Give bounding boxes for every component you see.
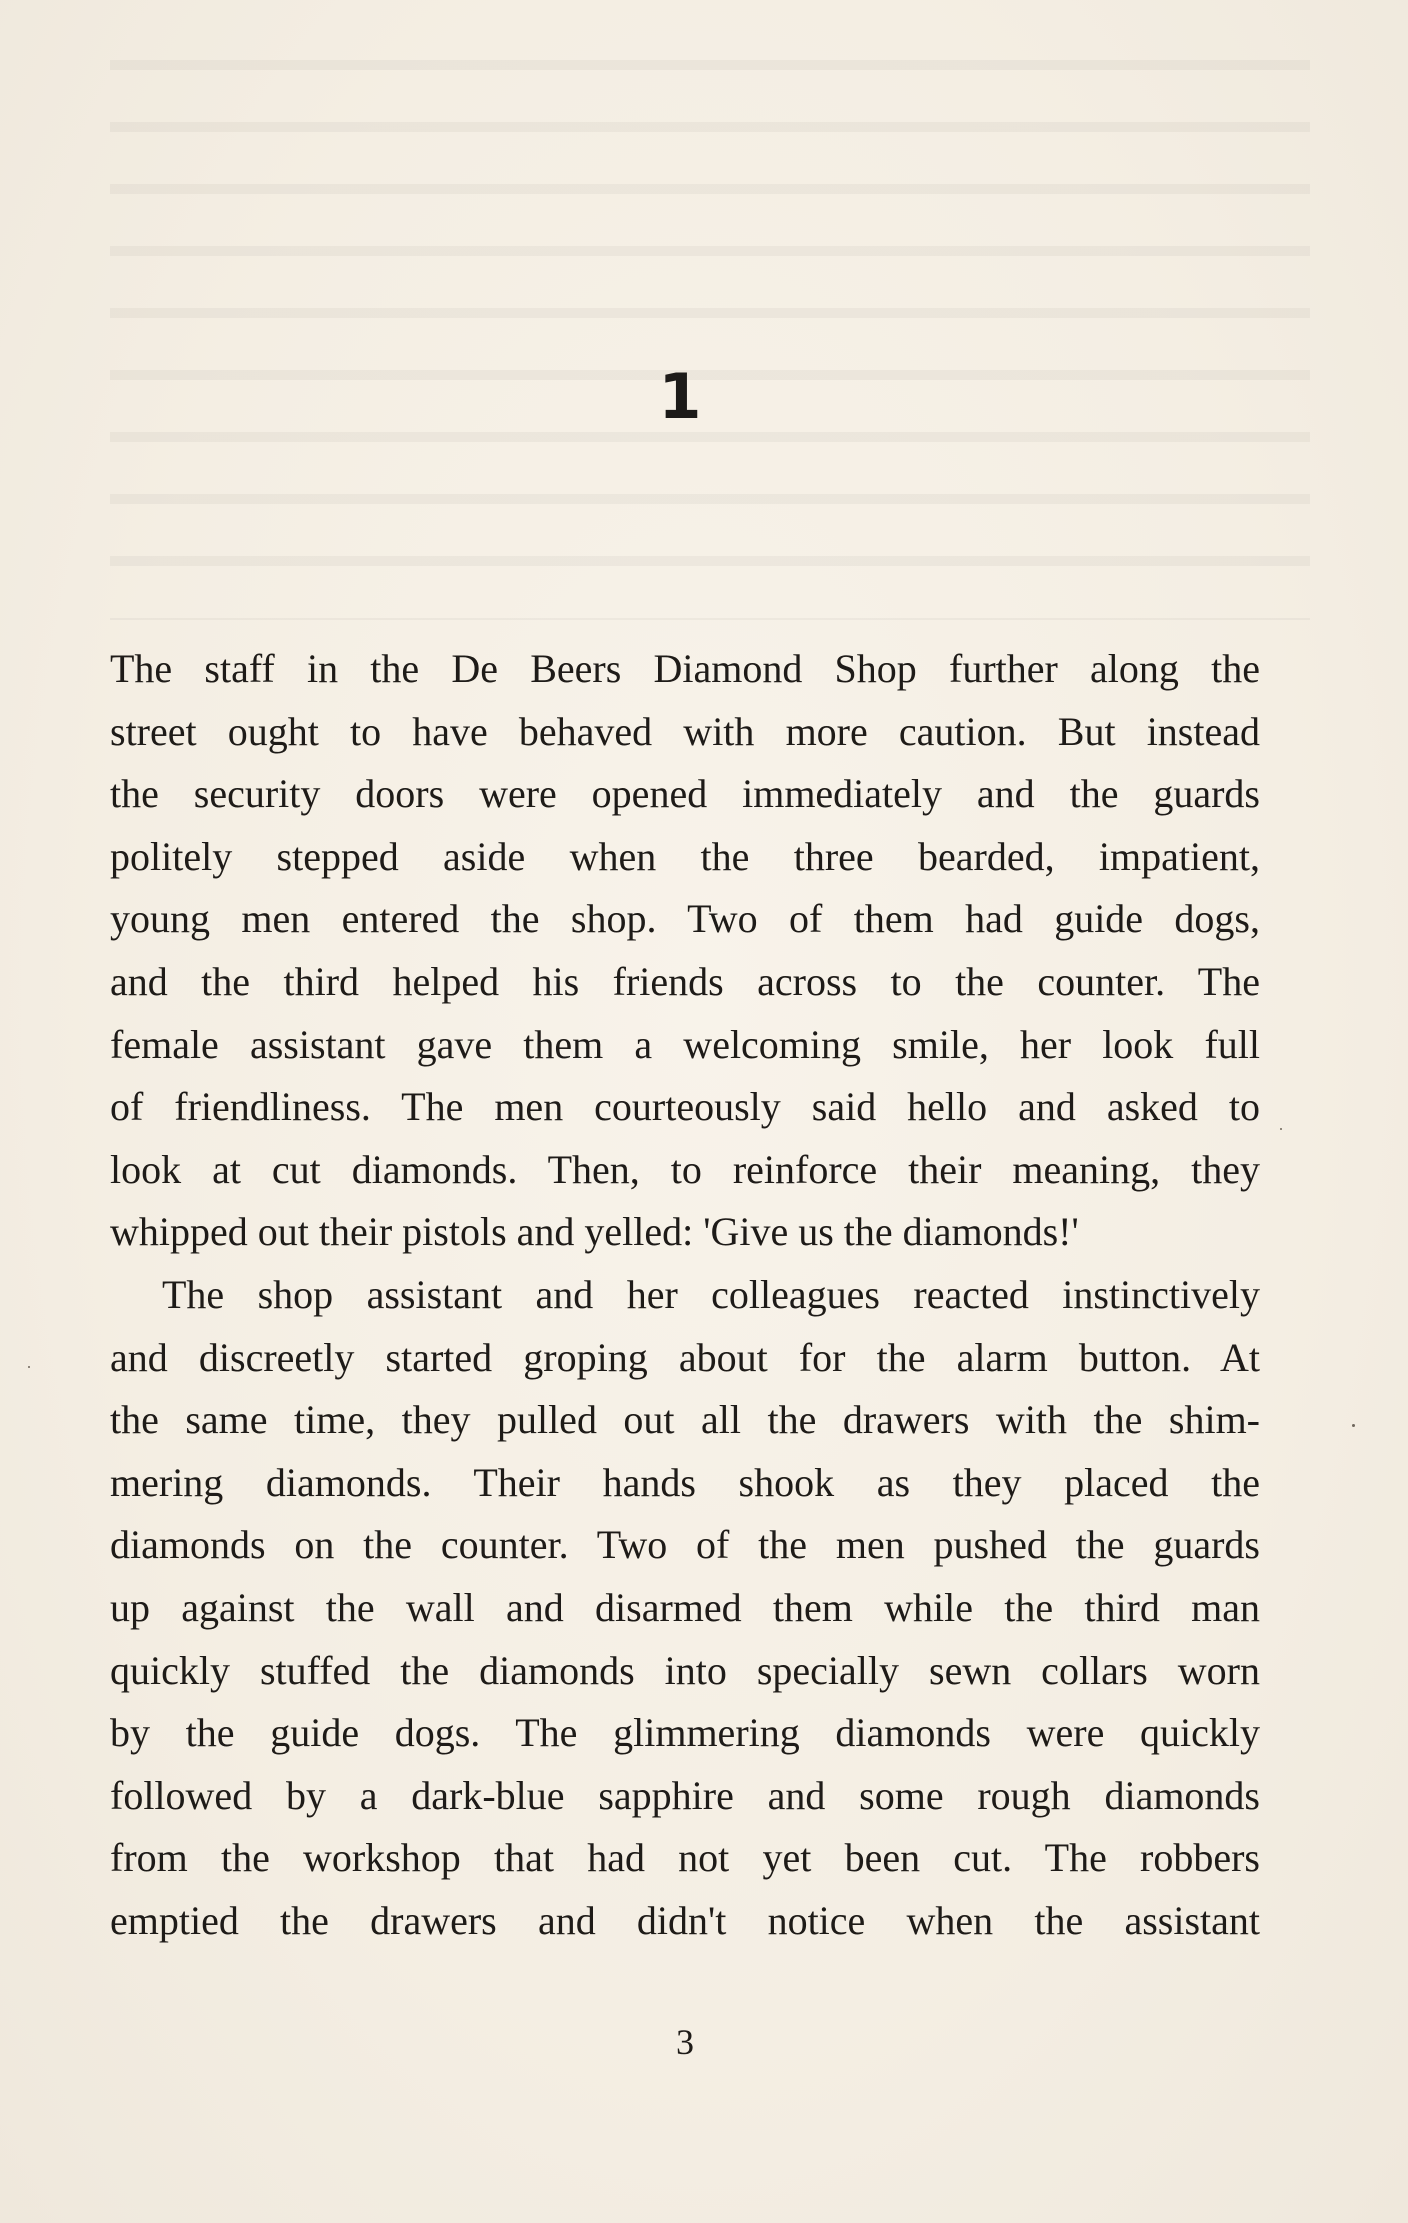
text-line: and the third helped his friends across to the counter. The: [110, 958, 1260, 1004]
text-line: The shop assistant and her colleagues reacted instinctively: [162, 1271, 1260, 1317]
text-line: female assistant gave them a welcoming smile, her look full: [110, 1021, 1260, 1067]
show-through-texture: [110, 60, 1310, 620]
text-line: mering diamonds. Their hands shook as they placed the: [110, 1459, 1260, 1505]
text-line: the security doors were opened immediately and the guards: [110, 771, 1260, 817]
text-line: by the guide dogs. The glimmering diamonds were quickly: [110, 1710, 1260, 1756]
text-line: and discreetly started groping about for the alarm button. At: [110, 1334, 1260, 1380]
text-line: up against the wall and disarmed them while the third man: [110, 1584, 1260, 1630]
paper-speck: [1280, 1128, 1282, 1130]
text-line: street ought to have behaved with more caution. But instead: [110, 708, 1260, 754]
body-text: [110, 638, 1260, 1952]
text-line: whipped out their pistols and yelled: 'Give us the diamonds!': [110, 1209, 1079, 1255]
chapter-number: 1: [658, 360, 702, 433]
text-line: young men entered the shop. Two of them had guide dogs,: [110, 896, 1260, 942]
text-line: politely stepped aside when the three bearded, impatient,: [110, 833, 1260, 879]
text-line: the same time, they pulled out all the drawers with the shim-: [110, 1397, 1260, 1443]
page-number: 3: [676, 2022, 694, 2062]
paper-speck: [1352, 1424, 1355, 1427]
paper-speck: [28, 1366, 30, 1368]
text-line: followed by a dark-blue sapphire and some rough diamonds: [110, 1772, 1260, 1818]
text-line: quickly stuffed the diamonds into specially sewn collars worn: [110, 1647, 1260, 1693]
text-line: diamonds on the counter. Two of the men pushed the guards: [110, 1522, 1260, 1568]
text-line: emptied the drawers and didn't notice when the assistant: [110, 1897, 1260, 1943]
text-line: of friendliness. The men courteously said hello and asked to: [110, 1084, 1260, 1130]
text-line: The staff in the De Beers Diamond Shop further along the: [110, 646, 1260, 691]
text-line: from the workshop that had not yet been cut. The robbers: [110, 1835, 1260, 1881]
text-line: look at cut diamonds. Then, to reinforce their meaning, they: [110, 1146, 1260, 1192]
